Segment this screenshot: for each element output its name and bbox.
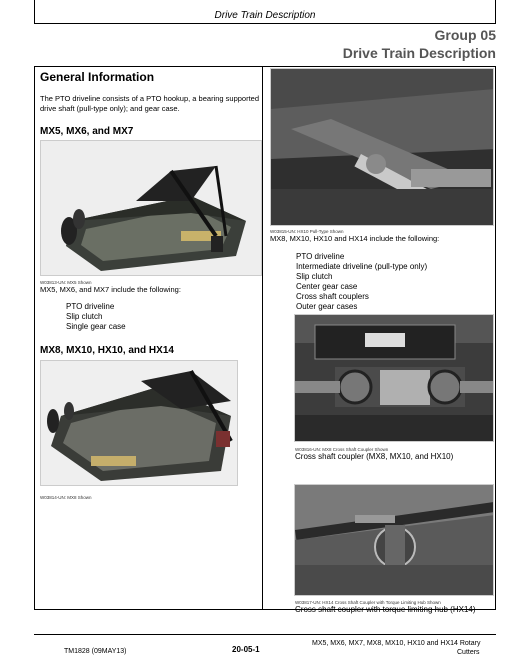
coupler-photo bbox=[294, 314, 494, 442]
section-title: Drive Train Description bbox=[342, 45, 496, 61]
footer-product-line1: MX5, MX6, MX7, MX8, MX10, HX10 and HX14 Rotary bbox=[312, 640, 481, 647]
pull-type-list-item: Cross shaft couplers bbox=[296, 292, 369, 301]
pull-type-photo bbox=[270, 68, 494, 226]
hub-photo bbox=[294, 484, 494, 596]
mx5-item-list bbox=[66, 302, 126, 332]
footer-doc-id: TM1828 (09MAY13) bbox=[64, 648, 127, 655]
mx8-mower-illustration bbox=[41, 361, 238, 486]
coupler-label: Cross shaft coupler (MX8, MX10, and HX10) bbox=[295, 452, 454, 461]
mx5-caption: W03813-UN: MX5 Shown bbox=[40, 280, 92, 285]
mx5-list-item: Slip clutch bbox=[66, 312, 103, 321]
pull-type-list-item: PTO driveline bbox=[296, 252, 345, 261]
mx5-mower-illustration bbox=[41, 141, 262, 276]
pull-type-illustration bbox=[271, 69, 494, 226]
pull-type-caption: W03815-UN: HX10 Pull-Type Shown bbox=[270, 229, 344, 234]
mx5-list-item: Single gear case bbox=[66, 322, 126, 331]
coupler-illustration bbox=[295, 315, 494, 442]
column-divider bbox=[262, 66, 263, 610]
pull-type-item-list bbox=[296, 252, 427, 312]
coupler-caption: W03816-UN: MX8 Cross Shaft Coupler Shown bbox=[295, 447, 389, 452]
mx5-list-item: PTO driveline bbox=[66, 302, 115, 311]
pull-type-list-item: Intermediate driveline (pull-type only) bbox=[296, 262, 428, 271]
footer-product-line2: Cutters bbox=[457, 649, 480, 656]
group-number: Group 05 bbox=[434, 27, 496, 43]
footer-rule bbox=[34, 634, 496, 635]
mx8-photo bbox=[40, 360, 238, 486]
intro-text: The PTO driveline consists of a PTO hookup, a bearing supported drive shaft (pull-type only); and gear case. bbox=[40, 94, 260, 113]
running-head: Drive Train Description bbox=[214, 10, 316, 21]
hub-label: Cross shaft coupler with torque limiting hub (HX14) bbox=[295, 605, 476, 614]
pull-type-list-item: Center gear case bbox=[296, 282, 358, 291]
mx5-heading: MX5, MX6, and MX7 bbox=[40, 126, 134, 137]
mx5-lead: MX5, MX6, and MX7 include the following: bbox=[40, 285, 181, 294]
pull-type-list-item: Outer gear cases bbox=[296, 302, 358, 311]
hub-illustration bbox=[295, 485, 494, 596]
general-heading: General Information bbox=[40, 70, 155, 84]
mx5-photo bbox=[40, 140, 262, 276]
pull-type-list-item: Slip clutch bbox=[296, 272, 333, 281]
footer-page-number: 20-05-1 bbox=[232, 645, 260, 654]
mx8-heading: MX8, MX10, HX10, and HX14 bbox=[40, 345, 174, 356]
mx8-caption: W03814-UN: MX8 Shown bbox=[40, 495, 92, 500]
pull-type-lead: MX8, MX10, HX10 and HX14 include the following: bbox=[270, 234, 440, 243]
hub-caption: W03817-UN: HX14 Cross Shaft Coupler with Torque Limiting Hub Shown bbox=[295, 600, 441, 605]
